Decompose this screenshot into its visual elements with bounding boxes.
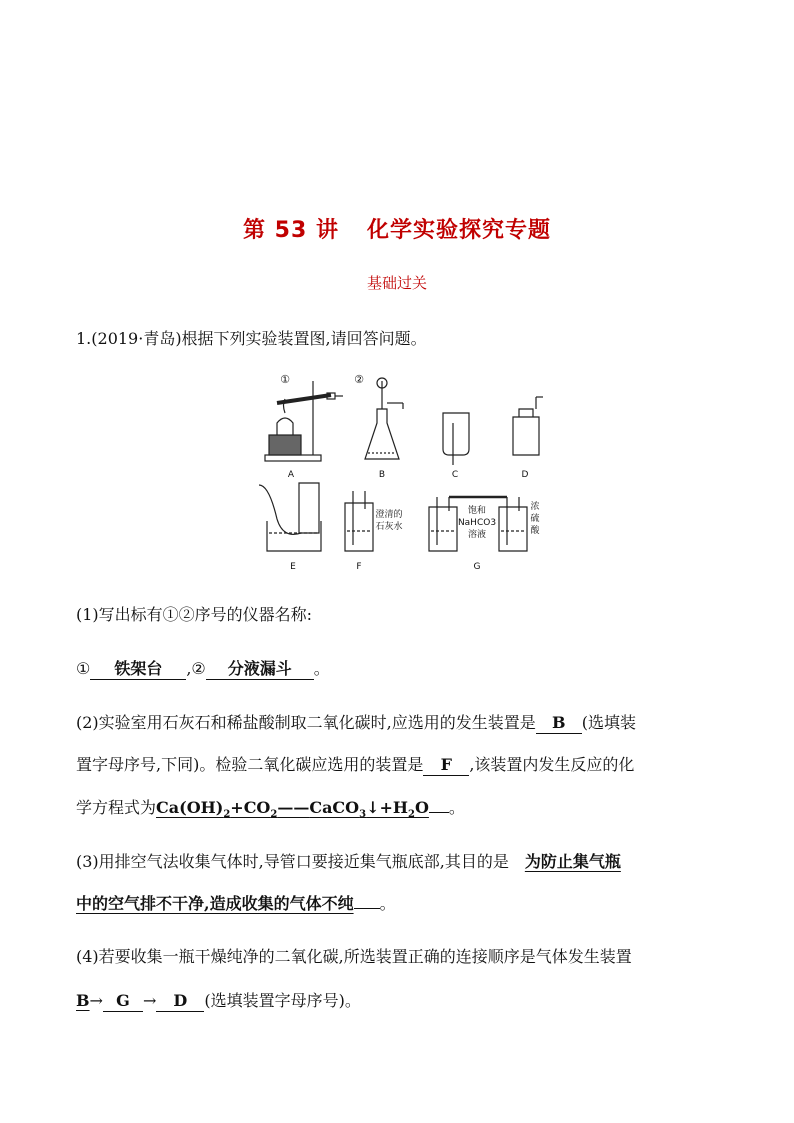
part2-line1: (2)实验室用石灰石和稀盐酸制取二氧化碳时,应选用的发生装置是 B (选填装 [76, 713, 637, 732]
answer-blank-8: D [156, 991, 204, 1012]
label-c: C [451, 470, 459, 480]
part4-line1: (4)若要收集一瓶干燥纯净的二氧化碳,所选装置正确的连接顺序是气体发生装置 [76, 947, 632, 966]
marker-1: ① [280, 373, 290, 386]
g-label1-line3: 溶液 [467, 530, 487, 540]
lesson-topic: 化学实验探究专题 [366, 218, 551, 243]
label-d: D [521, 470, 529, 480]
answer-blank-7: G [103, 991, 143, 1012]
question-stem: 1.(2019·青岛)根据下列实验装置图,请回答问题。 [76, 329, 427, 348]
part2-line2: 置字母序号,下同)。检验二氧化碳应选用的装置是 F ,该装置内发生反应的化 [76, 755, 635, 774]
part3-line2: 中的空气排不干净,造成收集的气体不纯 。 [76, 894, 396, 913]
part2-line3: 学方程式为$Ca(OH)_2+CO_2——CaCO_3↓+H_2O$ 。 [76, 798, 465, 821]
g-label2-line3: 酸 [530, 526, 540, 536]
label-b: B [378, 470, 386, 480]
answer-blank-5-cont: 中的空气排不干净,造成收集的气体不纯 [76, 894, 354, 913]
g-label2-line1: 浓 [530, 502, 540, 512]
part1-prompt: (1)写出标有①②序号的仪器名称: [76, 605, 313, 624]
marker-2: ② [354, 373, 364, 386]
label-e: E [290, 562, 296, 572]
part3-line1: (3)用排空气法收集气体时,导管口要接近集气瓶底部,其目的是 为防止集气瓶 [76, 852, 621, 871]
answer-blank-1: 铁架台 [90, 659, 186, 680]
stand-base [265, 455, 321, 461]
equation-answer: $Ca(OH)_2+CO_2——CaCO_3↓+H_2O$ [156, 798, 429, 821]
part4-line2: B→ G → D (选填装置字母序号)。 [76, 991, 361, 1010]
apparatus-figure [255, 373, 545, 573]
g-label1-line2: NaHCO3 [457, 518, 497, 528]
page-title [0, 213, 794, 244]
label-f: F [356, 562, 362, 572]
answer-blank-3: B [536, 713, 582, 734]
label-g: G [473, 562, 481, 572]
f-label-line1: 澄清的 [375, 510, 403, 520]
g-label1-line1: 饱和 [467, 506, 487, 516]
answer-blank-2: 分液漏斗 [206, 659, 314, 680]
answer-blank-4: F [423, 755, 469, 776]
answer-blank-6: B [76, 991, 90, 1010]
lesson-number: 第 53 讲 [243, 218, 339, 243]
f-label-line2: 石灰水 [375, 522, 403, 532]
label-a: A [287, 470, 295, 480]
g-label2-line2: 硫 [530, 514, 540, 524]
answer-blank-5: 为防止集气瓶 [524, 852, 621, 871]
part1-answer-line: ① 铁架台 ,② 分液漏斗 。 [76, 659, 330, 678]
section-subtitle: 基础过关 [366, 274, 427, 292]
